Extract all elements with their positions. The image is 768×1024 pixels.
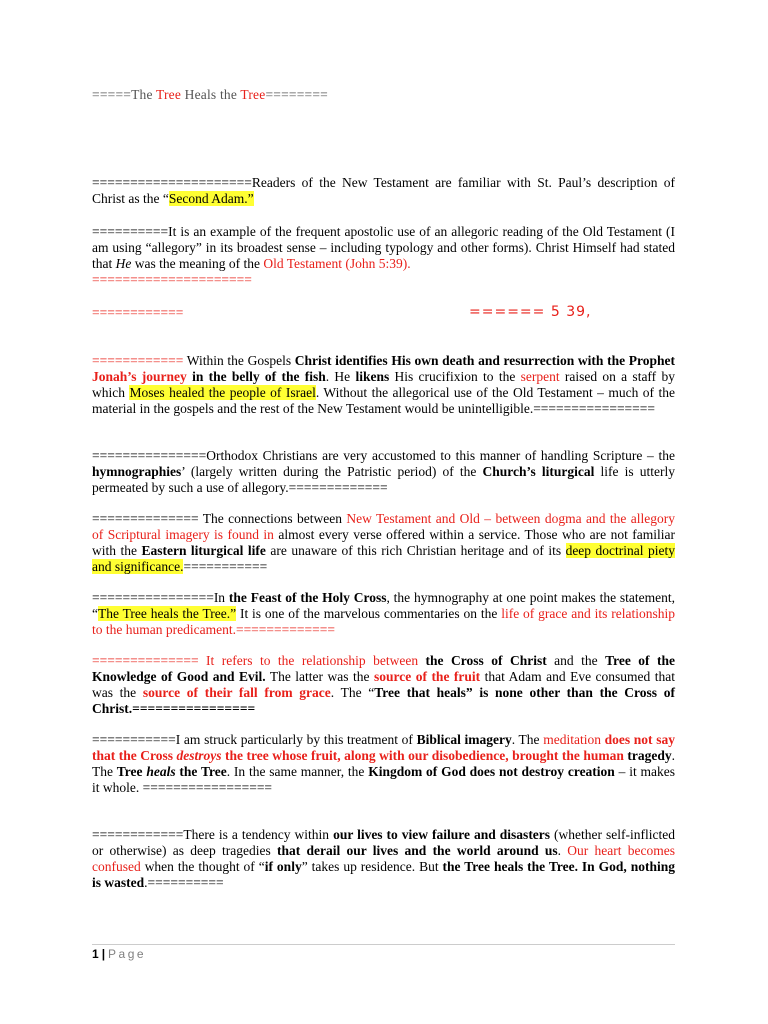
footer-separator: | [101,947,106,961]
footer-divider [92,944,675,945]
document-title: =====The Tree Heals the Tree======== [92,87,328,102]
paragraph-8: ===========I am struck particularly by this treatment of Biblical imagery. The meditation does not say that the Cross destroys the tree whose fruit, along with our disobedience, brought the human tragedy. The Tree heals the Tree. In the same manner, the Kingdom of God does not destroy creation – it makes it whole. ================= [92,732,676,795]
footer-page-label: Page [108,947,147,961]
paragraph-9: ============There is a tendency within our lives to view failure and disasters (whether self-inflicted or otherwise) as deep tragedies that derail our lives and the world around us. Our heart becomes confused when the thought of “if only” takes up residence. But the Tree heals the Tree. In God, nothing is wasted.========== [92,827,676,890]
paragraph-3: ============ Within the Gospels Christ identifies His own death and resurrection with the Prophet Jonah’s journey in the belly of the fish. He likens His crucifixion to the serpent raised on a staff by which Moses healed the people of Israel. Without the allegorical use of the Old Testament – much of the material in the gospels and the rest of the New Testament would be unintelligible.================ [92,353,675,416]
separator-line-right: ====== 5 39, [469,304,592,320]
paragraph-6: ================In the Feast of the Holy Cross, the hymnography at one point makes the statement, “The Tree heals the Tree.” It is one of the marvelous commentaries on the life of grace and its relationship to the human predicament.============= [92,590,675,637]
highlight-moses: Moses healed the people of Israel [129,385,316,400]
paragraph-2: ==========It is an example of the frequent apostolic use of an allegoric reading of the Old Testament (I am using “allegory” in its broadest sense – including typology and other forms). Christ Himself had stated that He was the meaning of the Old Testament (John 5:39). ===================== [92,224,675,287]
page-footer [92,947,146,961]
paragraph-1: =====================Readers of the New Testament are familiar with St. Paul’s description of Christ as the “Second Adam.” [92,175,675,206]
highlight-doctrinal: deep doctrinal piety and significance. [92,543,675,574]
paragraph-5: ============== The connections between New Testament and Old – between dogma and the allegory of Scriptural imagery is found in almost every verse offered within a service. Those who are not familiar with the Eastern liturgical life are unaware of this rich Christian heritage and of its deep doctrinal piety and significance.=========== [92,511,675,574]
highlight-tree-heals: The Tree heals the Tree.” [98,606,237,621]
separator-line-left: ============ [92,305,184,320]
page-number: 1 [92,947,99,961]
paragraph-4: ===============Orthodox Christians are very accustomed to this manner of handling Scripture – the hymnographies’ (largely written during the Patristic period) of the Church’s liturgical life is utterly permeated by such a use of allegory.============= [92,448,675,495]
highlight-second-adam: Second Adam.” [168,191,254,206]
paragraph-7: ============== It refers to the relationship between the Cross of Christ and the Tree of the Knowledge of Good and Evil. The latter was the source of the fruit that Adam and Eve consumed that was the source of their fall from grace. The “Tree that heals” is none other than the Cross of Christ.================ [92,653,676,716]
